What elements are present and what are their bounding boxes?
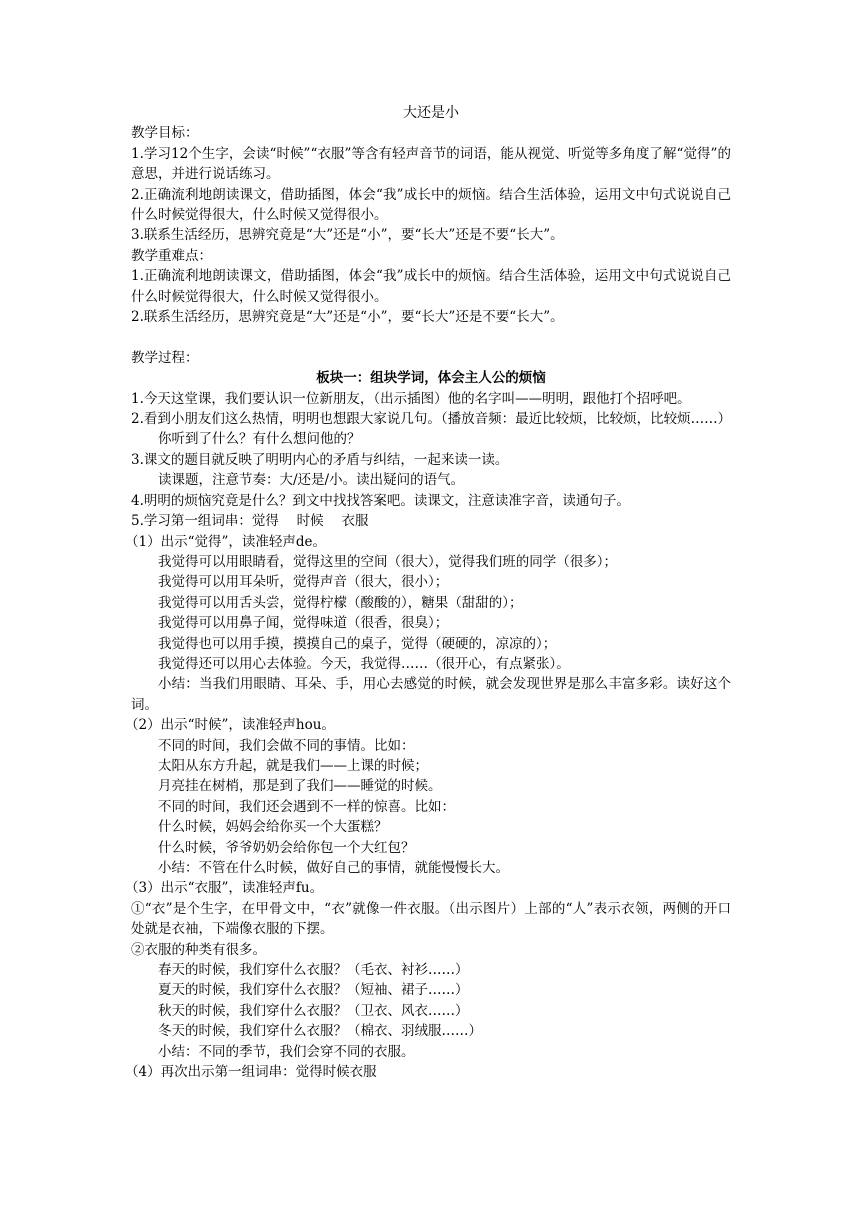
step-item: 4.明明的烦恼究竟是什么？到文中找找答案吧。读课文，注意读准字音，读通句子。 [131, 492, 630, 509]
key-point-item: 1.正确流利地朗读课文，借助插图，体会“我”成长中的烦恼。结合生活体验，运用文中句式说说自己什么时候觉得很大，什么时候又觉得很小。 [131, 268, 731, 305]
goals-heading: 教学目标： [131, 125, 199, 142]
sub-step-line: 太阳从东方升起，就是我们——上课的时候； [158, 757, 428, 774]
sub-step-line: 我觉得可以用眼睛看，觉得这里的空间（很大），觉得我们班的同学（很多）； [158, 553, 617, 570]
sub-step-summary: 小结：不管在什么时候，做好自己的事情，就能慢慢长大。 [158, 860, 509, 877]
step-item: 5.学习第一组词串：觉得 时候 衣服 [131, 513, 369, 530]
sub-step-heading: （4）再次出示第一组词串：觉得时候衣服 [125, 1064, 377, 1081]
sub-step-line: 月亮挂在树梢，那是到了我们——睡觉的时候。 [158, 778, 442, 795]
key-point-item: 2.联系生活经历，思辨究竟是“大”还是“小”，要“长大”还是不要“长大”。 [131, 309, 564, 326]
sub-step-heading: （1）出示“觉得”，读准轻声de。 [125, 533, 327, 550]
key-points-heading: 教学重难点： [131, 247, 212, 264]
sub-step-line: 秋天的时候，我们穿什么衣服？（卫衣、风衣……） [158, 1002, 469, 1019]
sub-step-line: 不同的时间，我们会做不同的事情。比如： [158, 737, 415, 754]
step-item: 3.课文的题目就反映了明明内心的矛盾与纠结，一起来读一读。 [131, 451, 509, 468]
goal-item: 3.联系生活经历，思辨究竟是“大”还是“小”，要“长大”还是不要“长大”。 [131, 227, 564, 244]
blank-line [131, 327, 731, 347]
sub-step-line: 什么时候，妈妈会给你买一个大蛋糕？ [158, 819, 388, 836]
section-heading: 板块一：组块学词，体会主人公的烦恼 [316, 370, 546, 387]
sub-step-line: 夏天的时候，我们穿什么衣服？（短袖、裙子……） [158, 982, 469, 999]
sub-step-paragraph: ②衣服的种类有很多。 [131, 941, 266, 958]
document-page [125, 103, 732, 1082]
goal-item: 2.正确流利地朗读课文，借助插图，体会“我”成长中的烦恼。结合生活体验，运用文中句式说说自己什么时候觉得很大，什么时候又觉得很小。 [131, 186, 731, 224]
sub-step-line: 什么时候，爷爷奶奶会给你包一个大红包？ [158, 839, 415, 856]
sub-step-line: 我觉得可以用鼻子闻，觉得味道（很香，很臭）； [158, 615, 449, 632]
sub-step-heading: （2）出示“时候”，读准轻声hou。 [125, 717, 335, 734]
sub-step-line: 冬天的时候，我们穿什么衣服？（棉衣、羽绒服……） [158, 1023, 482, 1040]
sub-step-line: 我觉得可以用舌头尝，觉得柠檬（酸酸的），糖果（甜甜的）； [158, 594, 523, 611]
sub-step-summary: 小结：不同的季节，我们会穿不同的衣服。 [158, 1043, 415, 1060]
sub-step-line: 春天的时候，我们穿什么衣服？（毛衣、衬衫……） [158, 962, 469, 979]
sub-step-heading: （3）出示“衣服”，读准轻声fu。 [125, 880, 324, 897]
step-detail: 读课题，注意节奏：大/还是/小。读出疑问的语气。 [158, 472, 465, 489]
process-heading: 教学过程： [131, 349, 199, 366]
sub-step-line: 我觉得也可以用手摸，摸摸自己的桌子，觉得（硬硬的，凉凉的）； [158, 635, 557, 652]
step-item: 2.看到小朋友们这么热情，明明也想跟大家说几句。（播放音频：最近比较烦，比较烦，比较烦……） [131, 411, 732, 428]
step-detail: 你听到了什么？有什么想问他的？ [158, 431, 361, 448]
goal-item: 1.学习12个生字，会读“时候”“衣服”等含有轻声音节的词语，能从视觉、听觉等多角度了解“觉得”的意思，并进行说话练习。 [131, 145, 731, 183]
sub-step-line: 我觉得还可以用心去体验。今天，我觉得……（很开心，有点紧张）。 [158, 655, 570, 672]
document-title: 大还是小 [403, 105, 459, 121]
sub-step-paragraph: ①“衣”是个生字，在甲骨文中，“衣”就像一件衣服。（出示图片）上部的“人”表示衣领，两侧的开口处就是衣袖，下端像衣服的下摆。 [131, 900, 731, 938]
sub-step-line: 不同的时间，我们还会遇到不一样的惊喜。比如： [158, 798, 455, 815]
sub-step-summary: 小结：当我们用眼睛、耳朵、手，用心去感觉的时候，就会发现世界是那么丰富多彩。读好这个词。 [131, 676, 731, 713]
step-item: 1.今天这堂课，我们要认识一位新朋友，（出示插图）他的名字叫——明明，跟他打个招呼吧。 [131, 390, 691, 407]
sub-step-line: 我觉得可以用耳朵听，觉得声音（很大，很小）； [158, 574, 449, 591]
